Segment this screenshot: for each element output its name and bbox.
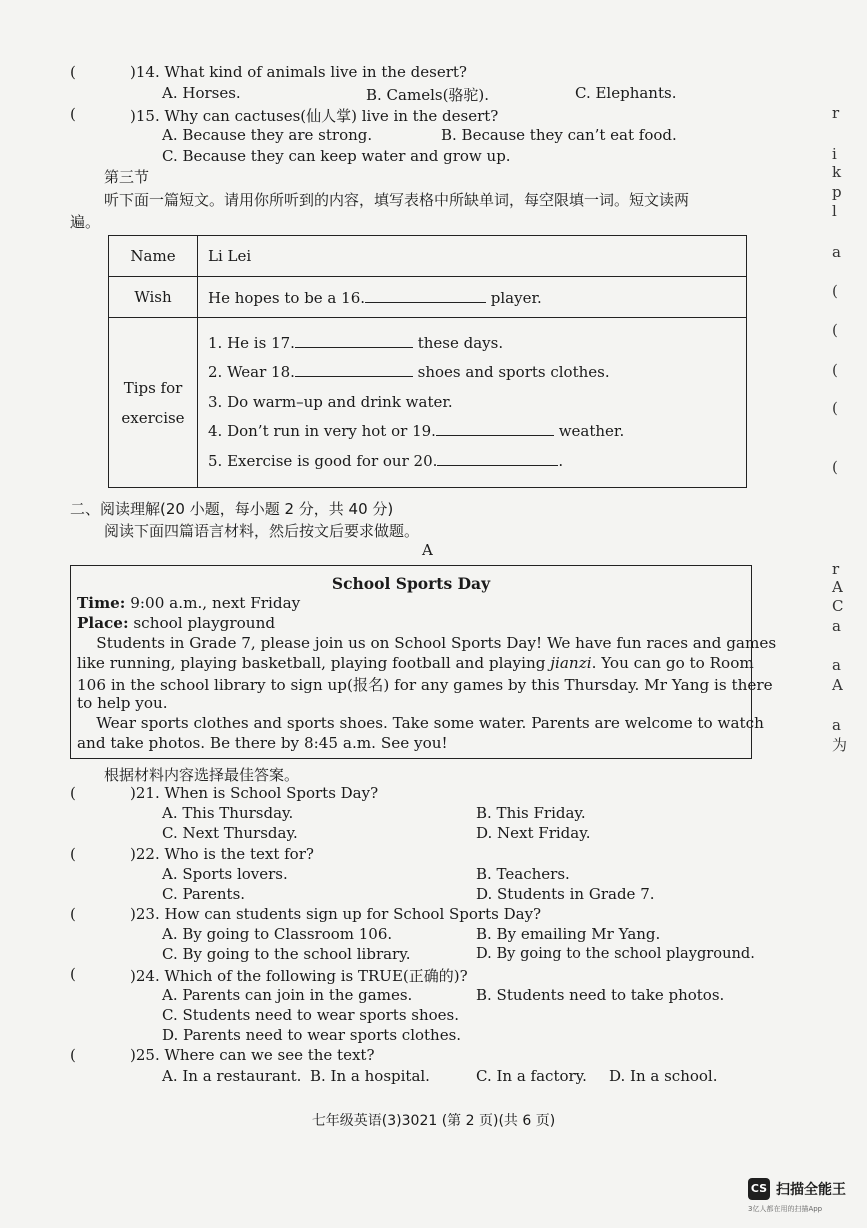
time-value: 9:00 a.m., next Friday	[125, 594, 301, 612]
part3-instruction: 听下面一篇短文。请用你所听到的内容，填写表格中所缺单词，每空限填一词。短文读两	[104, 191, 690, 209]
notice-place	[77, 614, 275, 632]
tip-item	[208, 358, 745, 388]
tip-text: 3. Do warm–up and drink water.	[208, 392, 453, 411]
q21-option-c: C. Next Thursday.	[162, 824, 298, 842]
question-15-text: )15. Why can cactuses(仙人掌) live in the desert?	[130, 107, 499, 125]
question-23-text: )23. How can students sign up for School Sports Day?	[130, 905, 542, 923]
edge-mark: C	[832, 597, 844, 615]
edge-mark: a	[832, 716, 841, 734]
answer-paren: (	[70, 965, 76, 983]
tips-label	[109, 318, 198, 488]
q21-option-b: B. This Friday.	[476, 804, 586, 822]
tip-text-after: shoes and sports clothes.	[412, 363, 610, 382]
question-24-text: )24. Which of the following is TRUE(正确的)?	[130, 967, 468, 985]
blank-20[interactable]	[437, 451, 558, 466]
edge-mark: (	[832, 321, 838, 339]
tip-item	[208, 329, 745, 359]
notice-paragraph-line: to help you.	[77, 694, 168, 712]
edge-mark: (	[832, 458, 838, 476]
q22-option-d: D. Students in Grade 7.	[476, 885, 655, 903]
notice-box	[70, 565, 777, 759]
notice-title: School Sports Day	[331, 574, 491, 593]
q15-option-c: C. Because they can keep water and grow up.	[162, 147, 511, 165]
q14-option-c: C. Elephants.	[575, 84, 677, 102]
notice-text: . You can go to Room	[591, 654, 754, 672]
answer-paren: (	[70, 845, 76, 863]
notice-italic-word: jianzi	[550, 654, 592, 672]
edge-mark: l	[832, 202, 837, 220]
q25-option-d: D. In a school.	[609, 1067, 718, 1085]
time-label: Time:	[77, 594, 126, 612]
blank-18[interactable]	[295, 362, 413, 377]
blank-17[interactable]	[295, 333, 413, 348]
tip-text: 1. He is 17.	[208, 333, 295, 352]
notice-time	[77, 594, 300, 612]
tips-label-line1: Tips for	[123, 378, 183, 397]
q23-option-a: A. By going to Classroom 106.	[162, 925, 393, 943]
notice-paragraph-line: Wear sports clothes and sports shoes. Take some water. Parents are welcome to watch	[77, 714, 764, 732]
answer-paren: (	[70, 784, 76, 802]
answer-paren: (	[70, 63, 76, 81]
tip-item	[208, 417, 745, 447]
blank-16[interactable]	[365, 288, 486, 303]
q22-option-b: B. Teachers.	[476, 865, 570, 883]
q24-option-a: A. Parents can join in the games.	[162, 986, 413, 1004]
tip-text-after: .	[558, 451, 564, 470]
q22-option-c: C. Parents.	[162, 885, 246, 903]
notice-paragraph-line: 106 in the school library to sign up(报名) for any games by this Thursday. Mr Yang is there	[77, 676, 773, 694]
tip-item	[208, 447, 745, 477]
question-21-text: )21. When is School Sports Day?	[130, 784, 379, 802]
page-footer: 七年级英语(3)3021 (第 2 页)(共 6 页)	[311, 1113, 556, 1129]
reading-heading: 二、阅读理解(20 小题，每小题 2 分，共 40 分)	[70, 500, 394, 518]
place-value: school playground	[128, 614, 276, 632]
answer-paren: (	[70, 905, 76, 923]
wish-value	[198, 277, 747, 318]
q14-option-b: B. Camels(骆驼).	[366, 86, 490, 104]
tip-text: 5. Exercise is good for our 20.	[208, 451, 438, 470]
edge-mark: (	[832, 282, 838, 300]
name-value: Li Lei	[198, 236, 747, 277]
cs-logo-icon: CS	[748, 1178, 770, 1200]
notice-paragraph-line: and take photos. Be there by 8:45 a.m. See you!	[77, 734, 448, 752]
q14-option-a: A. Horses.	[162, 84, 241, 102]
name-label: Name	[109, 236, 198, 277]
passage-letter: A	[422, 541, 433, 559]
place-label: Place:	[77, 614, 129, 632]
q23-option-d: D. By going to the school playground.	[476, 945, 755, 962]
q15-option-b: B. Because they can’t eat food.	[441, 126, 677, 144]
tips-label-line2: exercise	[121, 408, 185, 427]
edge-mark: r	[832, 104, 840, 122]
q23-option-b: B. By emailing Mr Yang.	[476, 925, 661, 943]
tip-text: 4. Don’t run in very hot or 19.	[208, 422, 436, 441]
scanner-tagline: 3亿人都在用的扫描App	[748, 1205, 823, 1213]
wish-text-after: player.	[486, 288, 542, 307]
edge-mark: i	[832, 145, 837, 163]
q25-option-c: C. In a factory.	[476, 1067, 587, 1085]
question-25-text: )25. Where can we see the text?	[130, 1046, 375, 1064]
edge-mark: 为	[832, 736, 848, 754]
blank-19[interactable]	[436, 421, 554, 436]
tip-text-after: these days.	[412, 333, 504, 352]
wish-label: Wish	[109, 277, 198, 318]
answer-paren: (	[70, 105, 76, 123]
edge-mark: a	[832, 243, 841, 261]
q25-option-b: B. In a hospital.	[310, 1067, 430, 1085]
edge-mark: A	[832, 676, 843, 694]
edge-mark: a	[832, 656, 841, 674]
q21-option-a: A. This Thursday.	[162, 804, 294, 822]
answer-paren: (	[70, 1046, 76, 1064]
listening-table	[108, 235, 747, 488]
question-22-text: )22. Who is the text for?	[130, 845, 314, 863]
edge-mark: a	[832, 617, 841, 635]
edge-mark: r	[832, 560, 840, 578]
question-14-text: )14. What kind of animals live in the desert?	[130, 63, 467, 81]
edge-mark: (	[832, 361, 838, 379]
edge-mark: k	[832, 163, 842, 181]
q21-option-d: D. Next Friday.	[476, 824, 591, 842]
notice-paragraph-line	[77, 654, 754, 672]
reading-instruction: 阅读下面四篇语言材料，然后按文后要求做题。	[104, 522, 420, 540]
q25-option-a: A. In a restaurant.	[162, 1067, 302, 1085]
part3-heading: 第三节	[104, 168, 150, 186]
q23-option-c: C. By going to the school library.	[162, 945, 411, 963]
q22-option-a: A. Sports lovers.	[162, 865, 288, 883]
tip-item	[208, 388, 745, 418]
tip-text-after: weather.	[553, 422, 625, 441]
part3-instruction-cont: 遍。	[70, 213, 101, 231]
q15-option-a: A. Because they are strong.	[162, 126, 373, 144]
q24-option-b: B. Students need to take photos.	[476, 986, 725, 1004]
notice-text: like running, playing basketball, playing football and playing	[77, 654, 551, 672]
edge-mark: A	[832, 578, 843, 596]
scanner-name: 扫描全能王	[776, 1182, 846, 1198]
q24-option-c: C. Students need to wear sports shoes.	[162, 1006, 460, 1024]
edge-mark: p	[832, 183, 842, 201]
edge-mark: (	[832, 399, 838, 417]
choose-instruction: 根据材料内容选择最佳答案。	[104, 766, 300, 784]
tip-text: 2. Wear 18.	[208, 363, 295, 382]
notice-paragraph-line: Students in Grade 7, please join us on School Sports Day! We have fun races and games	[77, 634, 777, 652]
q24-option-d: D. Parents need to wear sports clothes.	[162, 1026, 462, 1044]
wish-text: He hopes to be a 16.	[208, 288, 366, 307]
tips-list	[198, 318, 747, 488]
